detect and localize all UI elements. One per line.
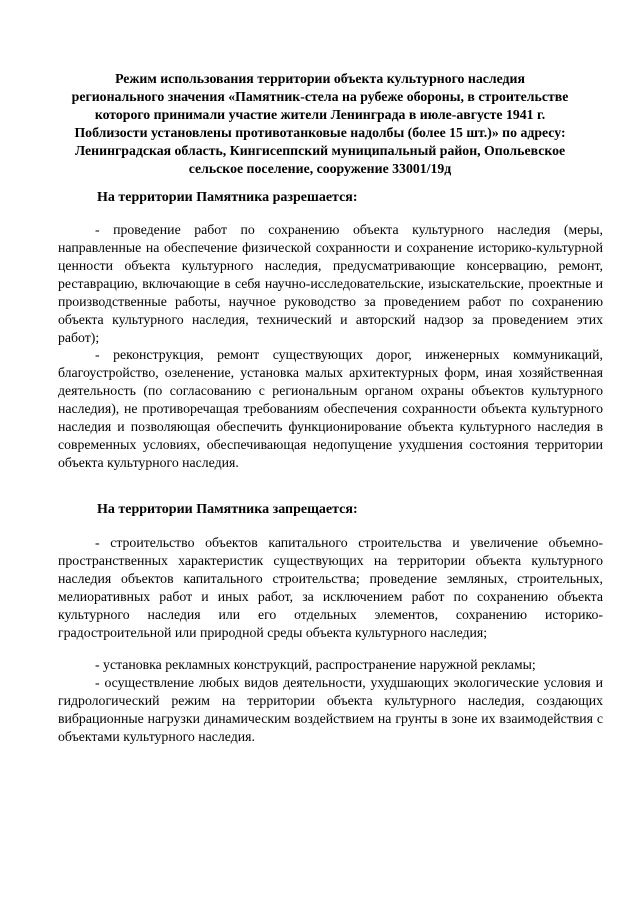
title-line: сельское поселение, сооружение 33001/19д bbox=[188, 161, 452, 176]
prohibited-item: - установка рекламных конструкций, распространение наружной рекламы; bbox=[95, 657, 536, 672]
allowed-heading: На территории Памятника разрешается: bbox=[97, 190, 358, 205]
prohibited-item: - осуществление любых видов деятельности, ухудшающих экологические условия и гидрологический режим на территории объекта культурного наследия, создающих вибрационные нагрузки динамическим воздействием на грунты в зоне их взаимодействия с объектами культурного наследия. bbox=[58, 675, 603, 744]
prohibited-heading: На территории Памятника запрещается: bbox=[97, 502, 358, 517]
title-line: Режим использования территории объекта культурного наследия bbox=[115, 71, 525, 86]
title-line: регионального значения «Памятник-стела на рубеже обороны, в строительстве bbox=[71, 89, 569, 104]
document-title bbox=[36, 70, 604, 178]
title-line: Ленинградская область, Кингисеппский муниципальный район, Опольевское bbox=[74, 143, 566, 158]
allowed-item: - проведение работ по сохранению объекта культурного наследия (меры, направленные на обеспечение физической сохранности и сохранение историко-культурной ценности объекта культурного наследия, предусматривающие консервацию, ремонт, реставрацию, включающие в себя научно-исследовательские, изыскательские, проектные и производственные работы, научное руководство за проведением работ по сохранению объекта культурного наследия, технический и авторский надзор за проведением этих работ); bbox=[58, 222, 603, 345]
title-line: Поблизости установлены противотанковые надолбы (более 15 шт.)» по адресу: bbox=[74, 125, 566, 140]
title-line: которого принимали участие жители Ленинграда в июле-августе 1941 г. bbox=[94, 107, 546, 122]
allowed-item: - реконструкция, ремонт существующих дорог, инженерных коммуникаций, благоустройство, озеленение, установка малых архитектурных форм, иная хозяйственная деятельность (по согласованию с региональным органом охраны объектов культурного наследия), не противоречащая требованиям обеспечения сохранности объекта культурного наследия и позволяющая обеспечить функционирование объекта культурного наследия в современных условиях, обеспечивающая недопущение ухудшения состояния территории объекта культурного наследия. bbox=[58, 347, 603, 470]
prohibited-item: - строительство объектов капитального строительства и увеличение объемно-пространственных характеристик существующих на территории объекта культурного наследия объектов капитального строительства; проведение земляных, строительных, мелиоративных работ и иных работ, за исключением работ по сохранению объекта культурного наследия или его отдельных элементов, сохранению историко-градостроительной или природной среды объекта культурного наследия; bbox=[58, 535, 603, 640]
